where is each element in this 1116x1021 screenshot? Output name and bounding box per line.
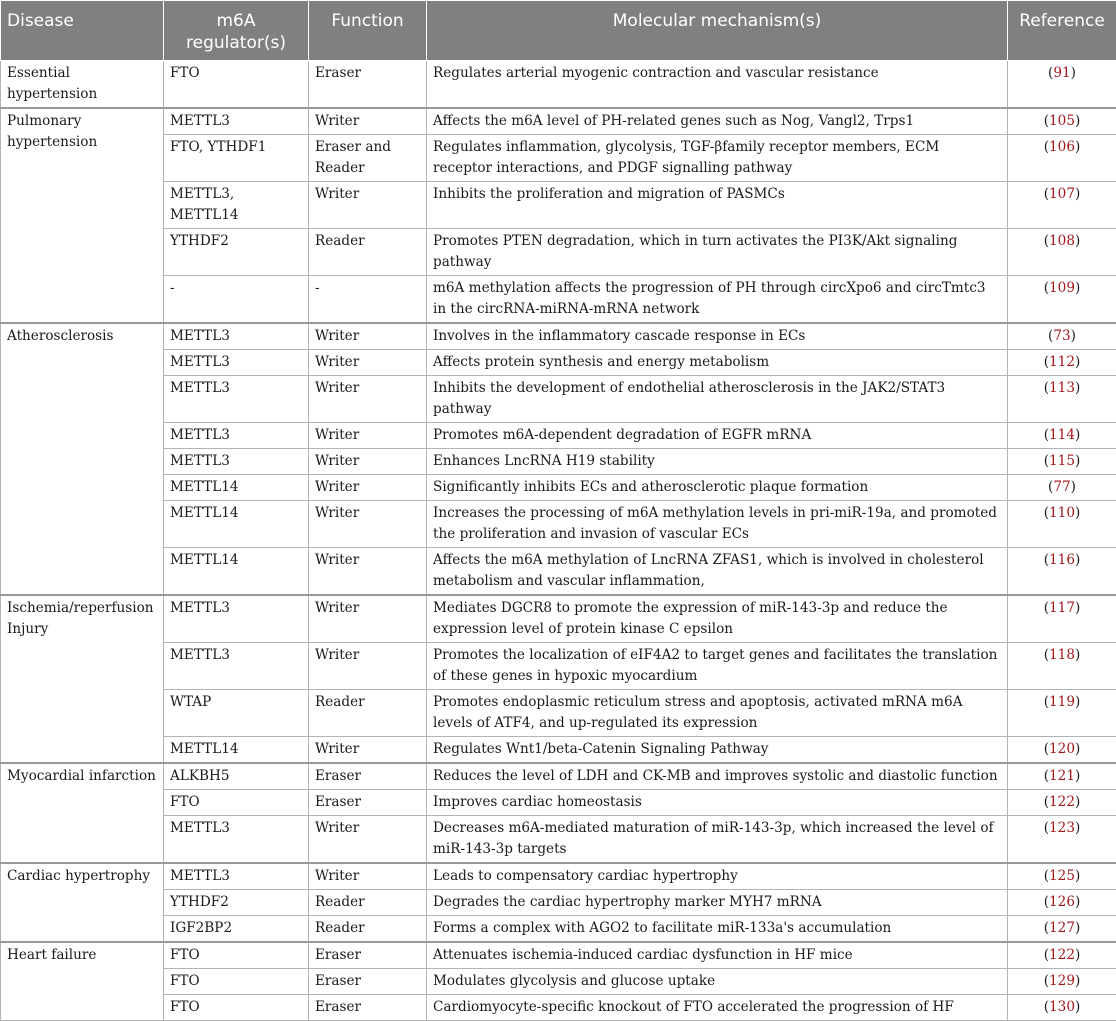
reference-open-paren: ( <box>1044 113 1049 129</box>
reference-cell <box>1008 595 1116 643</box>
reference-link[interactable]: 120 <box>1049 741 1075 757</box>
reference-open-paren: ( <box>1044 552 1049 568</box>
reference-close-paren: ) <box>1075 768 1080 784</box>
regulator-cell: METTL3 <box>164 816 309 864</box>
table-row <box>1 229 1116 276</box>
reference-close-paren: ) <box>1075 973 1080 989</box>
function-cell: Writer <box>309 595 427 643</box>
header-regulator: m6A regulator(s) <box>164 1 309 61</box>
table-row <box>1 323 1116 350</box>
mechanism-cell: Significantly inhibits ECs and atherosclerotic plaque formation <box>427 475 1008 501</box>
function-cell: Writer <box>309 548 427 596</box>
reference-open-paren: ( <box>1044 427 1049 443</box>
reference-open-paren: ( <box>1044 233 1049 249</box>
reference-link[interactable]: 117 <box>1049 600 1075 616</box>
table-row <box>1 501 1116 548</box>
reference-open-paren: ( <box>1044 868 1049 884</box>
disease-cell: Cardiac hypertrophy <box>1 863 164 942</box>
reference-open-paren: ( <box>1044 999 1049 1015</box>
reference-link[interactable]: 127 <box>1049 920 1075 936</box>
mechanism-cell: Promotes the localization of eIF4A2 to target genes and facilitates the translation of these genes in hypoxic myocardium <box>427 643 1008 690</box>
disease-cell: Heart failure <box>1 942 164 1021</box>
reference-link[interactable]: 126 <box>1049 894 1075 910</box>
function-cell: Writer <box>309 816 427 864</box>
function-cell: Writer <box>309 423 427 449</box>
mechanism-cell: Modulates glycolysis and glucose uptake <box>427 969 1008 995</box>
table-row <box>1 690 1116 737</box>
regulator-cell: METTL3 <box>164 449 309 475</box>
reference-cell <box>1008 816 1116 864</box>
reference-close-paren: ) <box>1075 186 1080 202</box>
regulator-cell: METTL14 <box>164 737 309 764</box>
reference-open-paren: ( <box>1044 505 1049 521</box>
reference-close-paren: ) <box>1071 328 1076 344</box>
reference-cell <box>1008 737 1116 764</box>
reference-link[interactable]: 112 <box>1049 354 1075 370</box>
reference-close-paren: ) <box>1075 868 1080 884</box>
reference-cell <box>1008 643 1116 690</box>
function-cell: Reader <box>309 229 427 276</box>
regulator-cell: METTL3 <box>164 863 309 890</box>
reference-close-paren: ) <box>1075 794 1080 810</box>
table-row <box>1 61 1116 109</box>
reference-link[interactable]: 129 <box>1049 973 1075 989</box>
table-row <box>1 595 1116 643</box>
reference-open-paren: ( <box>1048 479 1053 495</box>
reference-open-paren: ( <box>1044 920 1049 936</box>
function-cell: Eraser <box>309 942 427 969</box>
mechanism-cell: Cardiomyocyte-specific knockout of FTO accelerated the progression of HF <box>427 995 1008 1021</box>
function-cell: Reader <box>309 916 427 943</box>
mechanism-cell: Affects protein synthesis and energy metabolism <box>427 350 1008 376</box>
mechanism-cell: Increases the processing of m6A methylation levels in pri-miR-19a, and promoted the proliferation and invasion of vascular ECs <box>427 501 1008 548</box>
regulator-cell: WTAP <box>164 690 309 737</box>
reference-close-paren: ) <box>1075 694 1080 710</box>
reference-link[interactable]: 114 <box>1049 427 1075 443</box>
regulator-cell: METTL14 <box>164 501 309 548</box>
mechanism-cell: Affects the m6A methylation of LncRNA ZFAS1, which is involved in cholesterol metabolism and vascular inflammation, <box>427 548 1008 596</box>
reference-cell <box>1008 501 1116 548</box>
reference-cell <box>1008 790 1116 816</box>
reference-open-paren: ( <box>1044 380 1049 396</box>
mechanism-cell: m6A methylation affects the progression of PH through circXpo6 and circTmtc3 in the circRNA-miRNA-mRNA network <box>427 276 1008 324</box>
function-cell: Writer <box>309 863 427 890</box>
reference-close-paren: ) <box>1075 647 1080 663</box>
reference-close-paren: ) <box>1075 453 1080 469</box>
mechanism-cell: Degrades the cardiac hypertrophy marker MYH7 mRNA <box>427 890 1008 916</box>
reference-close-paren: ) <box>1075 552 1080 568</box>
reference-cell <box>1008 690 1116 737</box>
reference-open-paren: ( <box>1044 647 1049 663</box>
reference-link[interactable]: 109 <box>1049 280 1075 296</box>
function-cell: - <box>309 276 427 324</box>
disease-cell: Pulmonary hypertension <box>1 108 164 323</box>
mechanism-cell: Forms a complex with AGO2 to facilitate miR-133a's accumulation <box>427 916 1008 943</box>
reference-link[interactable]: 118 <box>1049 647 1075 663</box>
function-cell: Writer <box>309 501 427 548</box>
reference-cell <box>1008 763 1116 790</box>
reference-close-paren: ) <box>1071 479 1076 495</box>
reference-link[interactable]: 113 <box>1049 380 1075 396</box>
table-row <box>1 475 1116 501</box>
mechanism-cell: Regulates Wnt1/beta-Catenin Signaling Pathway <box>427 737 1008 764</box>
reference-open-paren: ( <box>1044 947 1049 963</box>
reference-link[interactable]: 125 <box>1049 868 1075 884</box>
function-cell: Writer <box>309 182 427 229</box>
reference-cell <box>1008 229 1116 276</box>
reference-close-paren: ) <box>1075 894 1080 910</box>
function-cell: Eraser and Reader <box>309 135 427 182</box>
reference-close-paren: ) <box>1075 139 1080 155</box>
reference-cell <box>1008 475 1116 501</box>
reference-close-paren: ) <box>1071 65 1076 81</box>
disease-cell: Ischemia/reperfusion Injury <box>1 595 164 763</box>
table-row <box>1 350 1116 376</box>
table-row <box>1 737 1116 764</box>
table-row <box>1 376 1116 423</box>
reference-link[interactable]: 73 <box>1053 328 1070 344</box>
reference-cell <box>1008 863 1116 890</box>
header-reference: Reference <box>1008 1 1116 61</box>
reference-open-paren: ( <box>1044 894 1049 910</box>
mechanism-cell: Enhances LncRNA H19 stability <box>427 449 1008 475</box>
reference-open-paren: ( <box>1044 186 1049 202</box>
disease-cell: Essential hypertension <box>1 61 164 109</box>
reference-cell <box>1008 61 1116 109</box>
reference-close-paren: ) <box>1075 380 1080 396</box>
reference-close-paren: ) <box>1075 233 1080 249</box>
disease-cell: Myocardial infarction <box>1 763 164 863</box>
reference-cell <box>1008 135 1116 182</box>
table-row <box>1 423 1116 449</box>
table-row <box>1 108 1116 135</box>
mechanism-cell: Promotes PTEN degradation, which in turn activates the PI3K/Akt signaling pathway <box>427 229 1008 276</box>
reference-open-paren: ( <box>1044 973 1049 989</box>
regulator-cell: ALKBH5 <box>164 763 309 790</box>
function-cell: Eraser <box>309 61 427 109</box>
table-row <box>1 449 1116 475</box>
reference-open-paren: ( <box>1044 453 1049 469</box>
table-body <box>1 61 1116 1021</box>
regulator-cell: METTL14 <box>164 548 309 596</box>
reference-open-paren: ( <box>1044 741 1049 757</box>
function-cell: Eraser <box>309 790 427 816</box>
regulator-cell: IGF2BP2 <box>164 916 309 943</box>
function-cell: Reader <box>309 690 427 737</box>
reference-close-paren: ) <box>1075 600 1080 616</box>
table-row <box>1 942 1116 969</box>
reference-cell <box>1008 548 1116 596</box>
reference-link[interactable]: 121 <box>1049 768 1075 784</box>
reference-link[interactable]: 108 <box>1049 233 1075 249</box>
function-cell: Writer <box>309 323 427 350</box>
reference-link[interactable]: 122 <box>1049 794 1075 810</box>
reference-close-paren: ) <box>1075 920 1080 936</box>
mechanism-cell: Leads to compensatory cardiac hypertrophy <box>427 863 1008 890</box>
regulator-cell: METTL3 <box>164 595 309 643</box>
table-row <box>1 969 1116 995</box>
mechanism-cell: Reduces the level of LDH and CK-MB and improves systolic and diastolic function <box>427 763 1008 790</box>
function-cell: Eraser <box>309 995 427 1021</box>
function-cell: Writer <box>309 350 427 376</box>
reference-close-paren: ) <box>1075 280 1080 296</box>
table-row <box>1 135 1116 182</box>
reference-open-paren: ( <box>1044 354 1049 370</box>
mechanism-cell: Attenuates ischemia-induced cardiac dysfunction in HF mice <box>427 942 1008 969</box>
regulator-cell: METTL3 <box>164 643 309 690</box>
reference-link[interactable]: 130 <box>1049 999 1075 1015</box>
regulator-cell: METTL3 <box>164 108 309 135</box>
table-row <box>1 276 1116 324</box>
table-row <box>1 995 1116 1021</box>
table-row <box>1 182 1116 229</box>
reference-link[interactable]: 110 <box>1049 505 1075 521</box>
reference-cell <box>1008 916 1116 943</box>
function-cell: Writer <box>309 737 427 764</box>
reference-open-paren: ( <box>1044 280 1049 296</box>
mechanism-cell: Inhibits the proliferation and migration of PASMCs <box>427 182 1008 229</box>
header-function: Function <box>309 1 427 61</box>
reference-close-paren: ) <box>1075 999 1080 1015</box>
regulator-cell: METTL3, METTL14 <box>164 182 309 229</box>
reference-close-paren: ) <box>1075 427 1080 443</box>
reference-cell <box>1008 890 1116 916</box>
reference-open-paren: ( <box>1044 600 1049 616</box>
regulator-cell: - <box>164 276 309 324</box>
mechanism-cell: Regulates inflammation, glycolysis, TGF-βfamily receptor members, ECM receptor interactions, and PDGF signalling pathway <box>427 135 1008 182</box>
mechanism-cell: Improves cardiac homeostasis <box>427 790 1008 816</box>
reference-cell <box>1008 323 1116 350</box>
table-row <box>1 548 1116 596</box>
reference-close-paren: ) <box>1075 113 1080 129</box>
reference-close-paren: ) <box>1075 505 1080 521</box>
table-row <box>1 890 1116 916</box>
regulator-cell: FTO <box>164 61 309 109</box>
reference-open-paren: ( <box>1044 139 1049 155</box>
reference-link[interactable]: 116 <box>1049 552 1075 568</box>
reference-link[interactable]: 106 <box>1049 139 1075 155</box>
regulator-cell: METTL3 <box>164 350 309 376</box>
reference-cell <box>1008 969 1116 995</box>
table-row <box>1 816 1116 864</box>
mechanism-cell: Inhibits the development of endothelial atherosclerosis in the JAK2/STAT3 pathway <box>427 376 1008 423</box>
mechanism-cell: Promotes m6A-dependent degradation of EGFR mRNA <box>427 423 1008 449</box>
mechanism-cell: Promotes endoplasmic reticulum stress and apoptosis, activated mRNA m6A levels of ATF4, and up-regulated its expression <box>427 690 1008 737</box>
reference-close-paren: ) <box>1075 354 1080 370</box>
reference-cell <box>1008 182 1116 229</box>
reference-open-paren: ( <box>1044 768 1049 784</box>
reference-open-paren: ( <box>1044 794 1049 810</box>
reference-link[interactable]: 123 <box>1049 820 1075 836</box>
reference-link[interactable]: 77 <box>1053 479 1070 495</box>
function-cell: Eraser <box>309 763 427 790</box>
reference-cell <box>1008 108 1116 135</box>
reference-open-paren: ( <box>1044 694 1049 710</box>
reference-link[interactable]: 91 <box>1053 65 1070 81</box>
reference-link[interactable]: 122 <box>1049 947 1075 963</box>
regulator-cell: FTO <box>164 969 309 995</box>
reference-cell <box>1008 276 1116 324</box>
header-disease: Disease <box>1 1 164 61</box>
regulator-cell: FTO <box>164 995 309 1021</box>
reference-cell <box>1008 423 1116 449</box>
regulator-cell: FTO <box>164 790 309 816</box>
regulator-cell: FTO <box>164 942 309 969</box>
function-cell: Writer <box>309 376 427 423</box>
table-row <box>1 643 1116 690</box>
mechanism-cell: Regulates arterial myogenic contraction and vascular resistance <box>427 61 1008 109</box>
reference-cell <box>1008 942 1116 969</box>
reference-open-paren: ( <box>1048 328 1053 344</box>
reference-close-paren: ) <box>1075 820 1080 836</box>
function-cell: Writer <box>309 449 427 475</box>
reference-cell <box>1008 376 1116 423</box>
reference-close-paren: ) <box>1075 947 1080 963</box>
mechanism-cell: Decreases m6A-mediated maturation of miR-143-3p, which increased the level of miR-143-3p targets <box>427 816 1008 864</box>
header-row <box>1 1 1116 61</box>
reference-link[interactable]: 105 <box>1049 113 1075 129</box>
table-header <box>1 1 1116 61</box>
table-row <box>1 790 1116 816</box>
mechanism-cell: Mediates DGCR8 to promote the expression of miR-143-3p and reduce the expression level of protein kinase C epsilon <box>427 595 1008 643</box>
reference-open-paren: ( <box>1044 820 1049 836</box>
function-cell: Writer <box>309 475 427 501</box>
regulator-cell: YTHDF2 <box>164 890 309 916</box>
regulator-cell: FTO, YTHDF1 <box>164 135 309 182</box>
reference-link[interactable]: 107 <box>1049 186 1075 202</box>
reference-open-paren: ( <box>1048 65 1053 81</box>
function-cell: Writer <box>309 643 427 690</box>
reference-close-paren: ) <box>1075 741 1080 757</box>
regulator-cell: YTHDF2 <box>164 229 309 276</box>
table-row <box>1 863 1116 890</box>
reference-cell <box>1008 995 1116 1021</box>
reference-cell <box>1008 350 1116 376</box>
reference-link[interactable]: 119 <box>1049 694 1075 710</box>
header-mechanism: Molecular mechanism(s) <box>427 1 1008 61</box>
function-cell: Reader <box>309 890 427 916</box>
function-cell: Writer <box>309 108 427 135</box>
reference-link[interactable]: 115 <box>1049 453 1075 469</box>
mechanism-cell: Involves in the inflammatory cascade response in ECs <box>427 323 1008 350</box>
regulator-cell: METTL3 <box>164 376 309 423</box>
regulator-cell: METTL3 <box>164 323 309 350</box>
regulator-cell: METTL14 <box>164 475 309 501</box>
mechanism-cell: Affects the m6A level of PH-related genes such as Nog, Vangl2, Trps1 <box>427 108 1008 135</box>
table-row <box>1 916 1116 943</box>
disease-cell: Atherosclerosis <box>1 323 164 595</box>
reference-cell <box>1008 449 1116 475</box>
table-row <box>1 763 1116 790</box>
regulator-cell: METTL3 <box>164 423 309 449</box>
function-cell: Eraser <box>309 969 427 995</box>
